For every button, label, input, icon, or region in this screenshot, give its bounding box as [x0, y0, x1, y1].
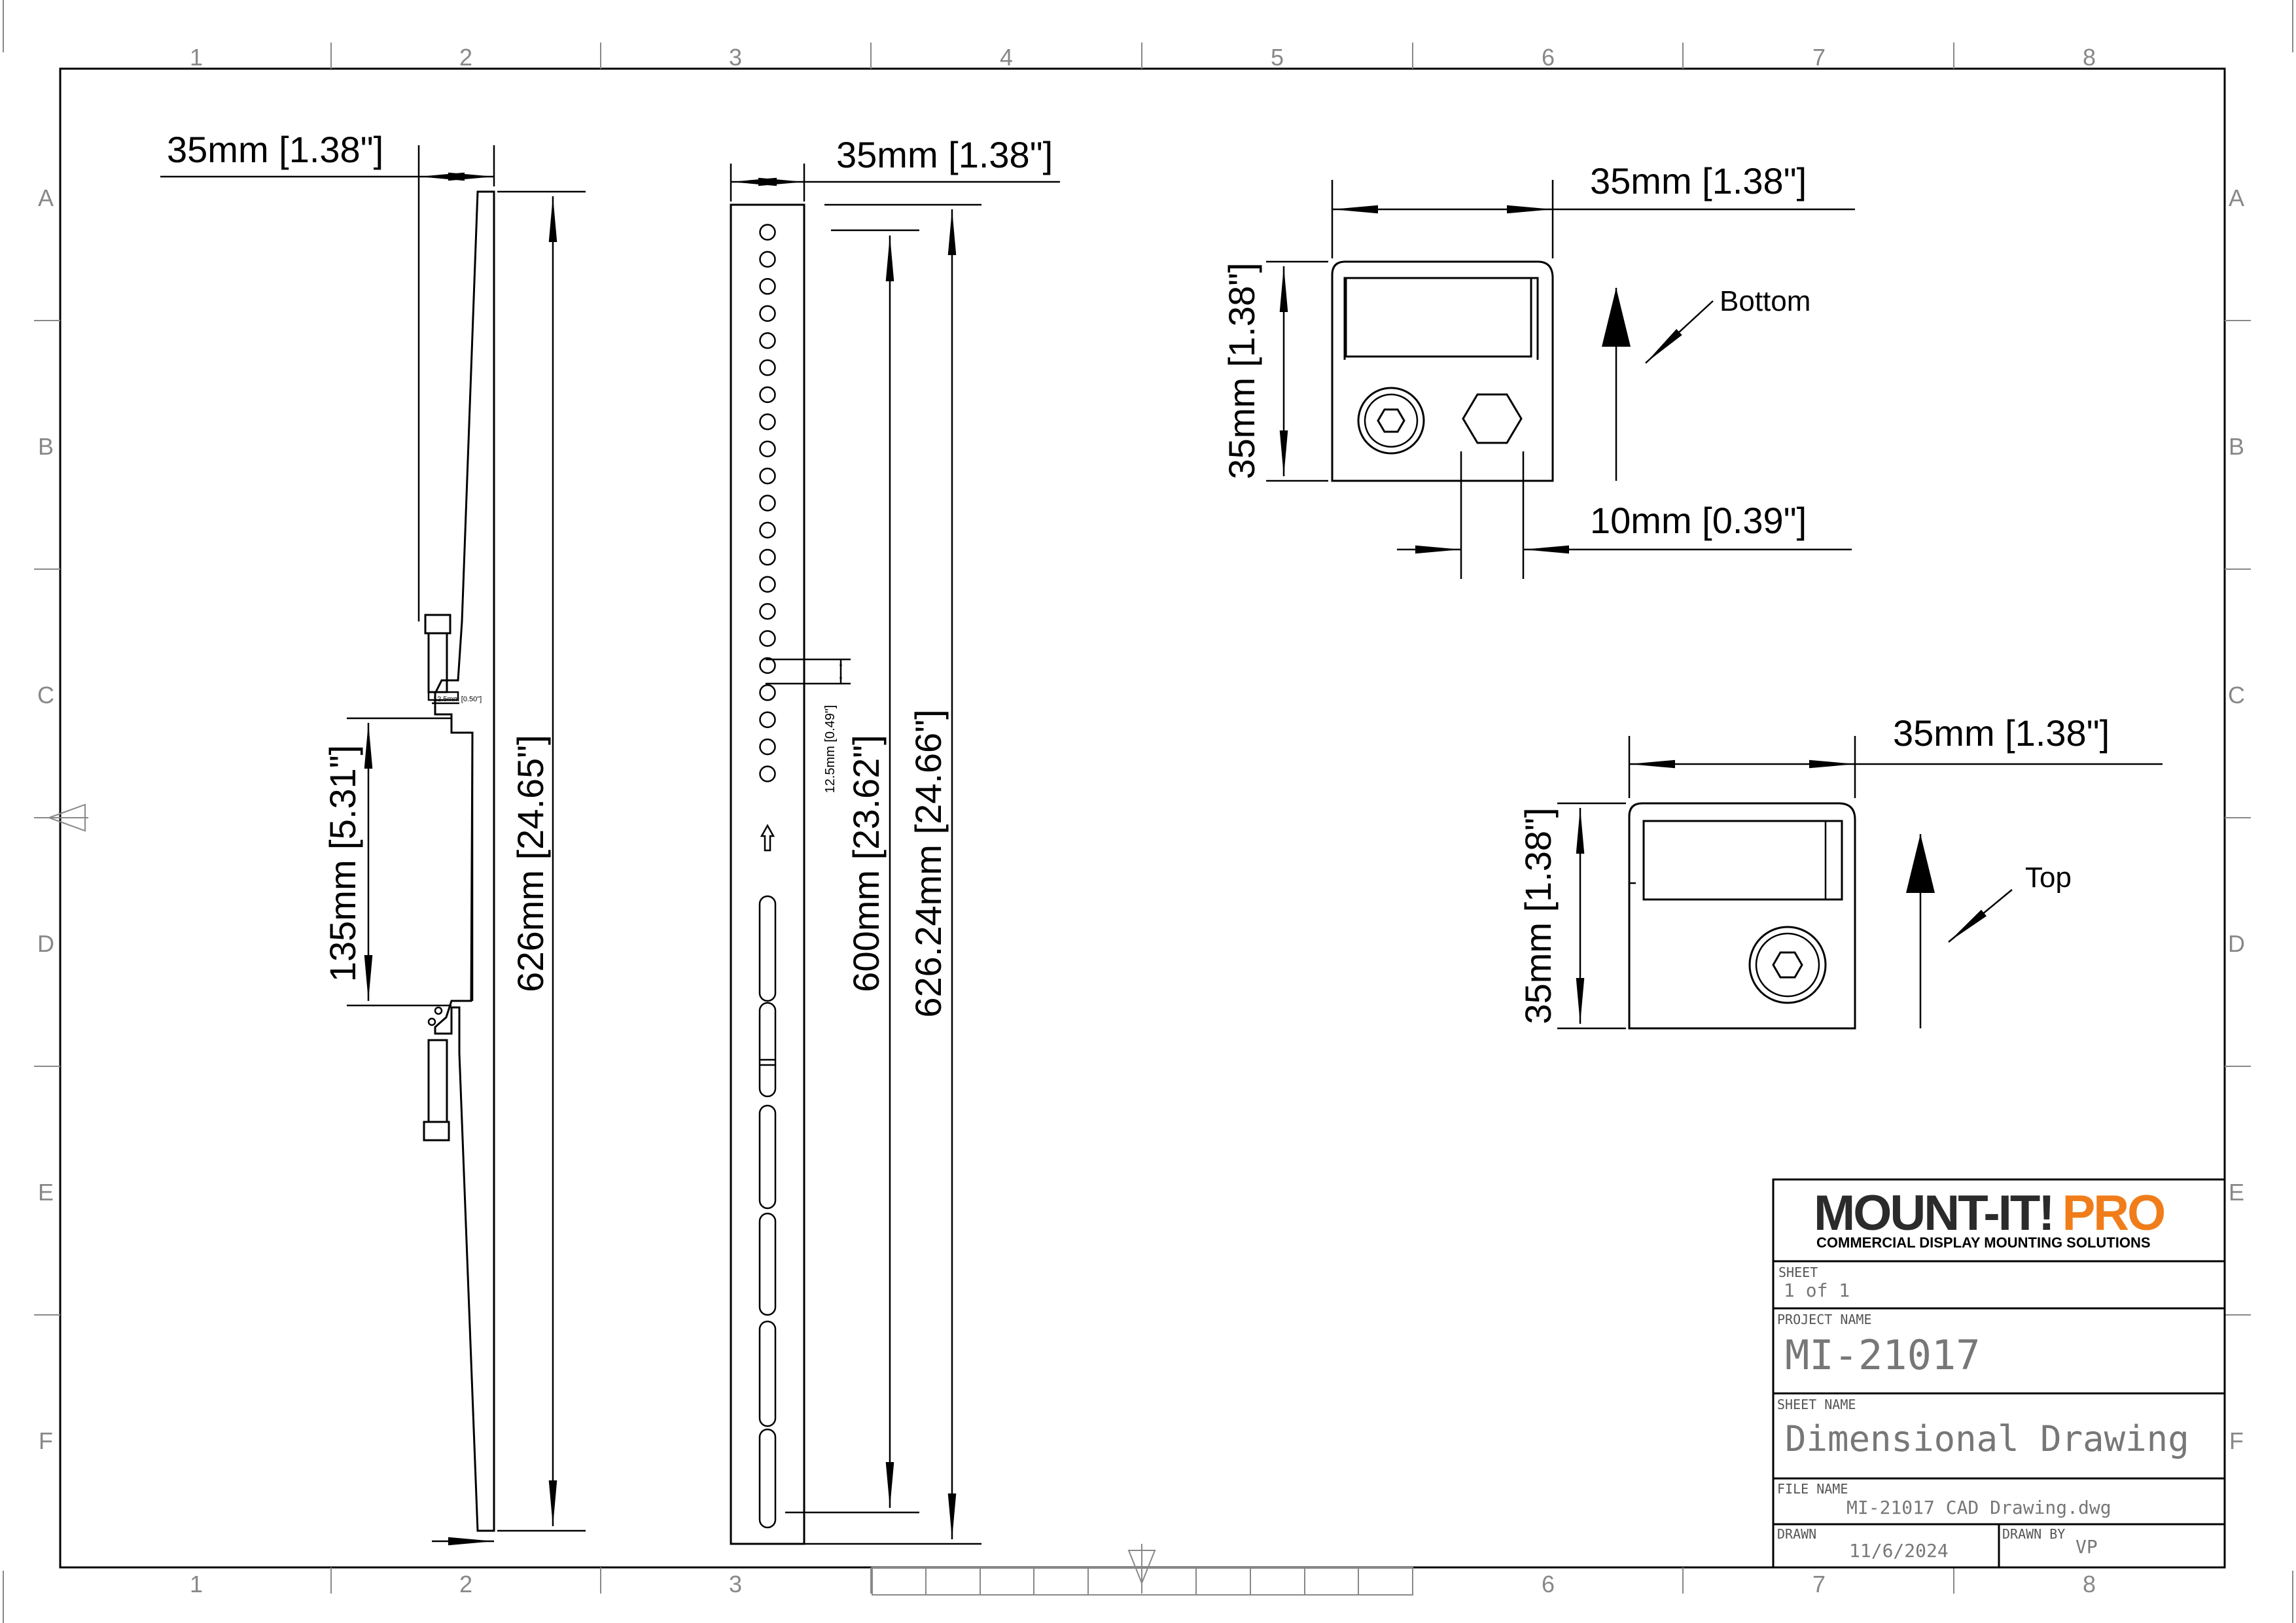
rail-hole: [760, 631, 775, 646]
sheet-name-value: Dimensional Drawing: [1785, 1418, 2189, 1459]
front-width-dim: 35mm [1.38"]: [836, 134, 1053, 175]
front-hole-pitch-dim: 12.5mm [0.49"]: [823, 705, 838, 794]
title-block: [1773, 1179, 2225, 1567]
bottom-bolt-dim: 10mm [0.39"]: [1590, 500, 1807, 541]
bottom-height-dim: 35mm [1.38"]: [1221, 262, 1262, 480]
sheet-value: 1 of 1: [1784, 1280, 1850, 1301]
zone-col-1-bottom: 1: [189, 1571, 203, 1597]
file-name-label: FILE NAME: [1777, 1481, 1848, 1497]
rail-hole: [760, 523, 775, 538]
sheet-label: SHEET: [1778, 1265, 1818, 1280]
rail-hole: [760, 414, 775, 429]
rail-hole: [760, 712, 775, 727]
rail-hole: [760, 550, 775, 565]
rail-slot: [760, 1106, 775, 1208]
project-name-label: PROJECT NAME: [1777, 1312, 1872, 1327]
front-overall-dim: 626.24mm [24.66"]: [908, 709, 949, 1018]
zone-col-3-top: 3: [728, 44, 743, 71]
zone-row-c-right: C: [2228, 682, 2245, 708]
rail-hole: [760, 767, 775, 782]
zone-row-a-right: A: [2228, 184, 2245, 211]
zone-col-1-top: 1: [189, 44, 203, 71]
front-hole-span-dim: 600mm [23.62"]: [845, 735, 887, 992]
bottom-hook-body: [1332, 262, 1553, 481]
zone-row-b-left: B: [37, 433, 54, 460]
side-bottom-screw-shaft: [429, 1040, 447, 1122]
zone-col-6-top: 6: [1541, 44, 1555, 71]
zone-col-3-bottom: 3: [728, 1571, 743, 1597]
bottom-label: Bottom: [1720, 285, 1811, 317]
front-view-holes: [760, 225, 775, 782]
top-height-dim: 35mm [1.38"]: [1517, 807, 1559, 1024]
top-hook-body: [1629, 803, 1855, 1028]
drawn-by-value: VP: [2075, 1536, 2098, 1558]
bottom-width-dim: 35mm [1.38"]: [1590, 160, 1807, 201]
rail-slot: [760, 1213, 775, 1315]
rail-hole: [760, 604, 775, 619]
side-view: [160, 129, 586, 1541]
bottom-hex-nut-icon: [1463, 394, 1521, 443]
top-direction-arrow-icon: [1906, 834, 1935, 893]
rail-hole: [760, 333, 775, 348]
rail-slot: [760, 1003, 775, 1096]
zone-col-7-top: 7: [1812, 44, 1826, 71]
rail-hole: [760, 685, 775, 700]
bottom-socket-bolt-icon: [1358, 388, 1424, 453]
zone-row-a-left: A: [37, 184, 54, 211]
zone-row-f-left: F: [39, 1427, 53, 1454]
brand-tagline: COMMERCIAL DISPLAY MOUNTING SOLUTIONS: [1816, 1234, 2151, 1251]
zone-col-2-bottom: 2: [459, 1571, 473, 1597]
rail-slot: [760, 896, 775, 1001]
drawn-value: 11/6/2024: [1849, 1540, 1949, 1562]
sheet-name-label: SHEET NAME: [1777, 1397, 1856, 1412]
top-label: Top: [2025, 862, 2072, 894]
side-top-screw-head: [425, 615, 450, 633]
top-width-dim: 35mm [1.38"]: [1893, 712, 2110, 754]
rail-hole: [760, 442, 775, 457]
front-view-rail: [731, 205, 804, 1544]
zone-col-5-top: 5: [1270, 44, 1284, 71]
zone-col-7-bottom: 7: [1812, 1571, 1826, 1597]
rail-slot: [760, 1321, 775, 1426]
file-name-value: MI-21017 CAD Drawing.dwg: [1846, 1497, 2111, 1518]
front-view-slots: [760, 896, 775, 1527]
rail-hole: [760, 387, 775, 402]
rail-hole: [760, 577, 775, 592]
front-up-arrow-icon: [762, 826, 773, 850]
rail-hole: [760, 739, 775, 754]
rail-hole: [760, 658, 775, 673]
drawn-by-label: DRAWN BY: [2002, 1526, 2066, 1542]
rail-hole: [760, 468, 775, 483]
rail-hole: [760, 252, 775, 267]
zone-col-2-top: 2: [459, 44, 473, 71]
zone-row-e-left: E: [37, 1179, 54, 1206]
project-name-value: MI-21017: [1785, 1331, 1981, 1379]
side-height-dim: 626mm [24.65"]: [510, 735, 551, 992]
zone-col-6-bottom: 6: [1541, 1571, 1555, 1597]
rail-hole: [760, 279, 775, 294]
drawn-label: DRAWN: [1777, 1526, 1817, 1542]
zone-row-b-right: B: [2228, 433, 2245, 460]
side-width-dim: 35mm [1.38"]: [167, 129, 384, 170]
zone-row-d-right: D: [2228, 930, 2245, 957]
side-hook-spacing-dim: 135mm [5.31"]: [322, 744, 363, 983]
rail-slot: [760, 1429, 775, 1527]
brand-main-text: MOUNT-IT!: [1814, 1185, 2053, 1241]
top-socket-bolt-icon: [1750, 927, 1826, 1003]
side-bottom-screw-head: [424, 1122, 449, 1140]
bottom-hook-detail: [1221, 160, 1855, 579]
top-hook-detail: [1517, 712, 2163, 1028]
zone-row-e-right: E: [2228, 1179, 2245, 1206]
zone-col-4-top: 4: [999, 44, 1014, 71]
zone-col-8-top: 8: [2082, 44, 2096, 71]
zone-row-d-left: D: [37, 930, 54, 957]
bottom-direction-arrow-icon: [1602, 288, 1631, 347]
zone-row-c-left: C: [37, 682, 54, 708]
side-view-profile: [435, 192, 494, 1531]
side-top-screw-shaft: [429, 633, 447, 692]
rail-hole: [760, 306, 775, 321]
brand-logo: [1814, 1185, 2164, 1241]
front-view: [731, 134, 1060, 1544]
zone-row-f-right: F: [2229, 1427, 2244, 1454]
zone-col-8-bottom: 8: [2082, 1571, 2096, 1597]
rail-hole: [760, 360, 775, 375]
side-hook-detail-dim: 12.5mm [0.50"]: [433, 695, 482, 703]
brand-accent-text: PRO: [2062, 1185, 2164, 1241]
rail-hole: [760, 496, 775, 511]
rail-hole: [760, 225, 775, 240]
